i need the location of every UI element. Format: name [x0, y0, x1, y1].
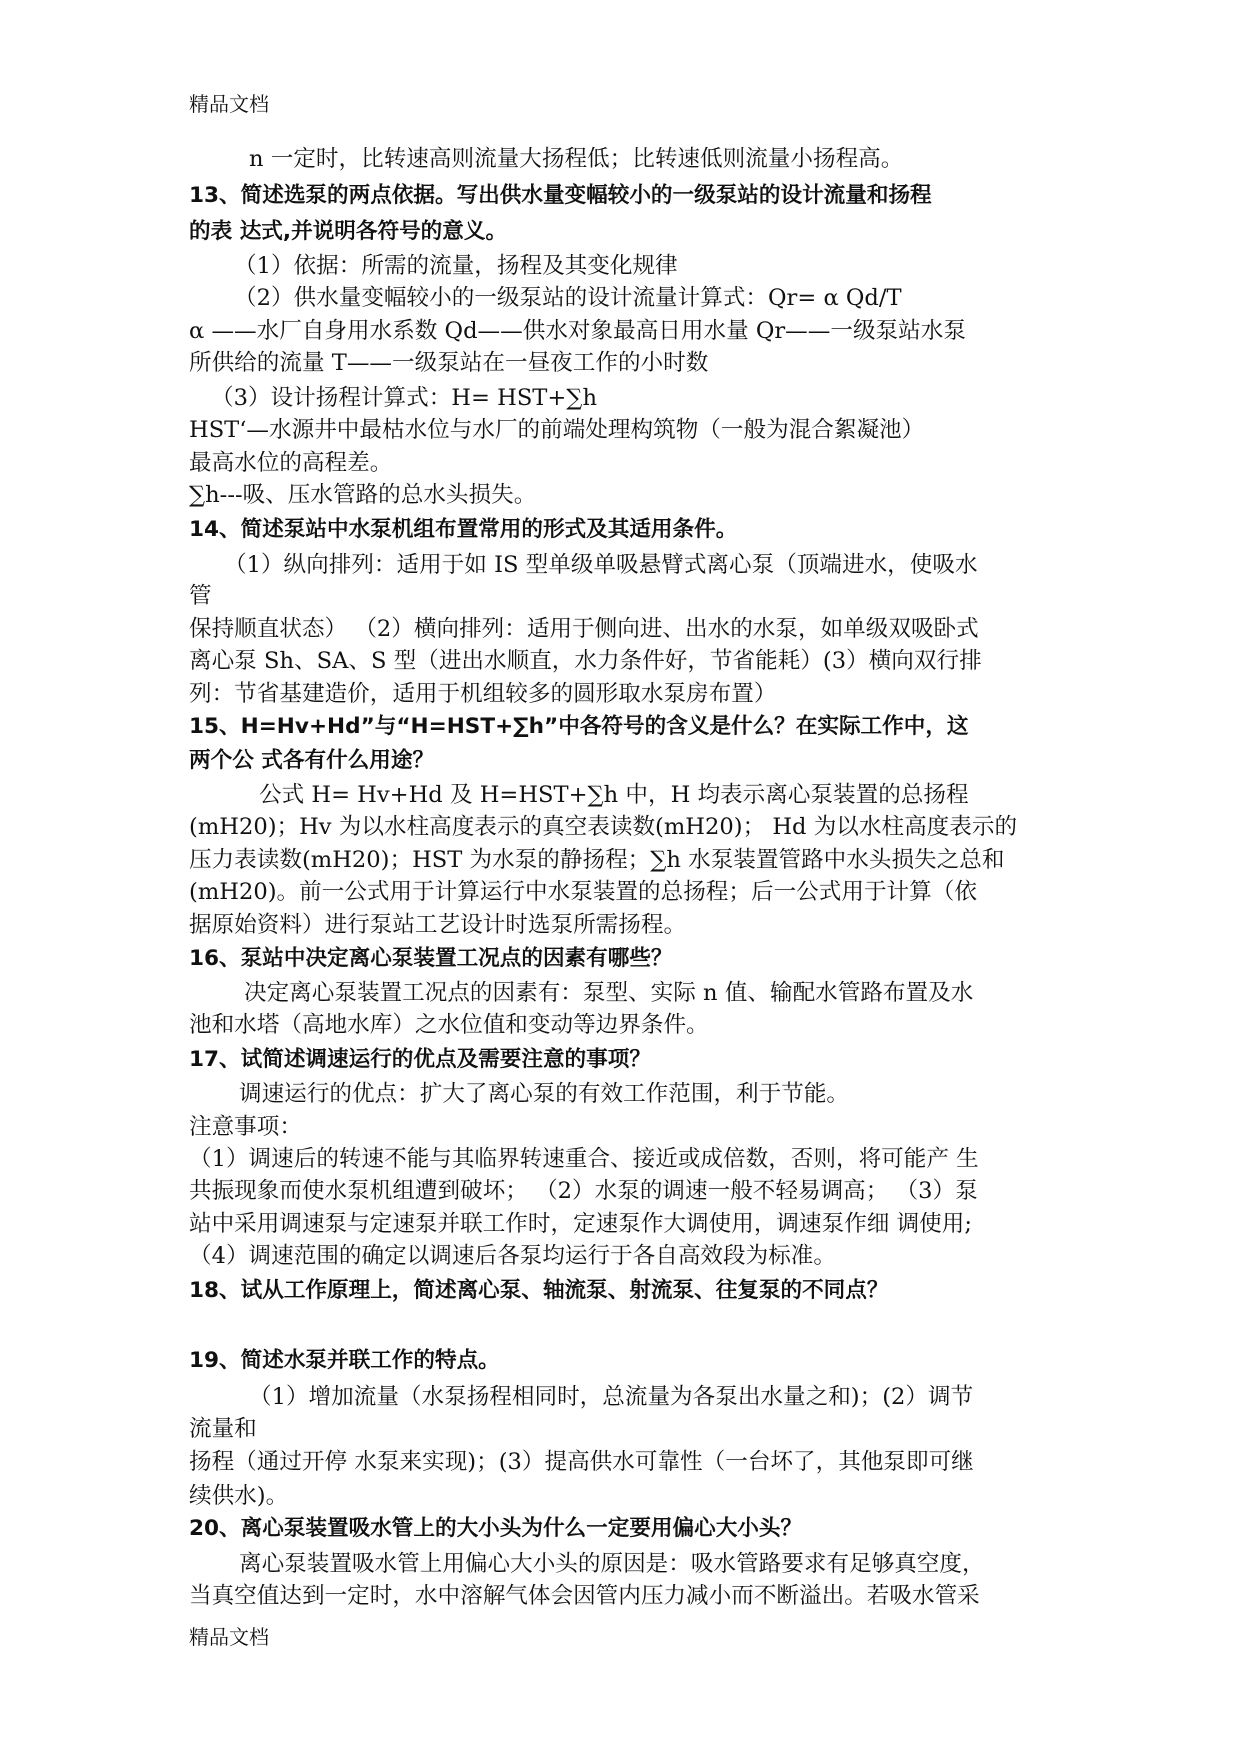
body-line: 调速运行的优点：扩大了离心泵的有效工作范围，利于节能。 — [239, 1081, 850, 1107]
question-heading: 15、H=Hv+Hd”与“H=HST+∑h”中各符号的含义是什么？在实际工作中，这 — [189, 714, 969, 739]
question-heading: 16、泵站中决定离心泵装置工况点的因素有哪些？ — [189, 946, 673, 971]
body-line: （1）依据：所需的流量，扬程及其变化规律 — [234, 253, 678, 279]
body-line: 续供水)。 — [189, 1483, 289, 1509]
body-line: 扬程（通过开停 水泵来实现)；(3）提高供水可靠性（一台坏了，其他泵即可继 — [189, 1449, 974, 1475]
body-line: (mH20)；Hv 为以水柱高度表示的真空表读数(mH20)； Hd 为以水柱高度表示的 — [189, 814, 1018, 840]
page-footer: 精品文档 — [189, 1625, 269, 1649]
body-line: ∑h---吸、压水管路的总水头损失。 — [189, 482, 537, 508]
body-line: （4）调速范围的确定以调速后各泵均运行于各自高效段为标准。 — [189, 1243, 836, 1269]
body-line: 压力表读数(mH20)；HST 为水泵的静扬程；∑h 水泵装置管路中水头损失之总和 — [189, 847, 1005, 873]
body-line: 所供给的流量 T——一级泵站在一昼夜工作的小时数 — [189, 350, 709, 376]
body-line: 站中采用调速泵与定速泵并联工作时，定速泵作大调使用，调速泵作细 调使用; — [189, 1211, 972, 1237]
body-line: 注意事项： — [189, 1114, 302, 1140]
question-heading: 18、试从工作原理上，简述离心泵、轴流泵、射流泵、往复泵的不同点？ — [189, 1278, 889, 1303]
body-line: 保持顺直状态） （2）横向排列：适用于侧向进、出水的水泵，如单级双吸卧式 — [189, 616, 979, 642]
question-heading: 14、简述泵站中水泵机组布置常用的形式及其适用条件。 — [189, 517, 738, 542]
body-line: （1）增加流量（水泵扬程相同时，总流量为各泵出水量之和)；(2）调节 — [249, 1384, 974, 1410]
body-line: 管 — [189, 583, 212, 609]
body-line: n 一定时，比转速高则流量大扬程低；比转速低则流量小扬程高。 — [249, 146, 904, 172]
body-line: 当真空值达到一定时，水中溶解气体会因管内压力减小而不断溢出。若吸水管采 — [189, 1583, 980, 1609]
question-heading: 17、试简述调速运行的优点及需要注意的事项？ — [189, 1047, 651, 1072]
body-line: HST‘—水源井中最枯水位与水厂的前端处理构筑物（一般为混合絮凝池） — [189, 417, 925, 443]
body-line: 公式 H= Hv+Hd 及 H=HST+∑h 中，H 均表示离心泵装置的总扬程 — [259, 782, 969, 808]
body-line: （1）调速后的转速不能与其临界转速重合、接近或成倍数，否则，将可能产 生 — [189, 1146, 979, 1172]
body-line: 最高水位的高程差。 — [189, 450, 393, 476]
body-line: 离心泵装置吸水管上用偏心大小头的原因是：吸水管路要求有足够真空度， — [239, 1551, 985, 1577]
body-line: 据原始资料）进行泵站工艺设计时选泵所需扬程。 — [189, 912, 687, 938]
question-heading: 两个公 式各有什么用途？ — [189, 748, 435, 773]
body-line: (mH20)。前一公式用于计算运行中水泵装置的总扬程；后一公式用于计算（依 — [189, 879, 977, 905]
body-line: 共振现象而使水泵机组遭到破坏； （2）水泵的调速一般不轻易调高； （3）泵 — [189, 1178, 978, 1204]
body-line: 流量和 — [189, 1416, 257, 1442]
body-line: 列：节省基建造价，适用于机组较多的圆形取水泵房布置） — [189, 681, 777, 707]
body-line: （3）设计扬程计算式：H= HST+∑h — [211, 385, 597, 411]
body-line: α ——水厂自身用水系数 Qd——供水对象最高日用水量 Qr——一级泵站水泵 — [189, 318, 966, 344]
question-heading: 20、离心泵装置吸水管上的大小头为什么一定要用偏心大小头？ — [189, 1516, 803, 1541]
body-line: 决定离心泵装置工况点的因素有：泵型、实际 n 值、输配水管路布置及水 — [244, 980, 974, 1006]
question-heading: 13、简述选泵的两点依据。写出供水量变幅较小的一级泵站的设计流量和扬程 — [189, 183, 932, 208]
question-heading: 的表 达式,并说明各符号的意义。 — [189, 219, 508, 244]
body-line: 离心泵 Sh、SA、S 型（进出水顺直，水力条件好，节省能耗）(3）横向双行排 — [189, 648, 982, 674]
body-line: 池和水塔（高地水库）之水位值和变动等边界条件。 — [189, 1012, 709, 1038]
body-line: （1）纵向排列：适用于如 IS 型单级单吸悬臂式离心泵（顶端进水，使吸水 — [224, 552, 978, 578]
body-line: （2）供水量变幅较小的一级泵站的设计流量计算式：Qr= α Qd/T — [234, 285, 902, 311]
page-header: 精品文档 — [189, 92, 269, 116]
question-heading: 19、简述水泵并联工作的特点。 — [189, 1348, 500, 1373]
